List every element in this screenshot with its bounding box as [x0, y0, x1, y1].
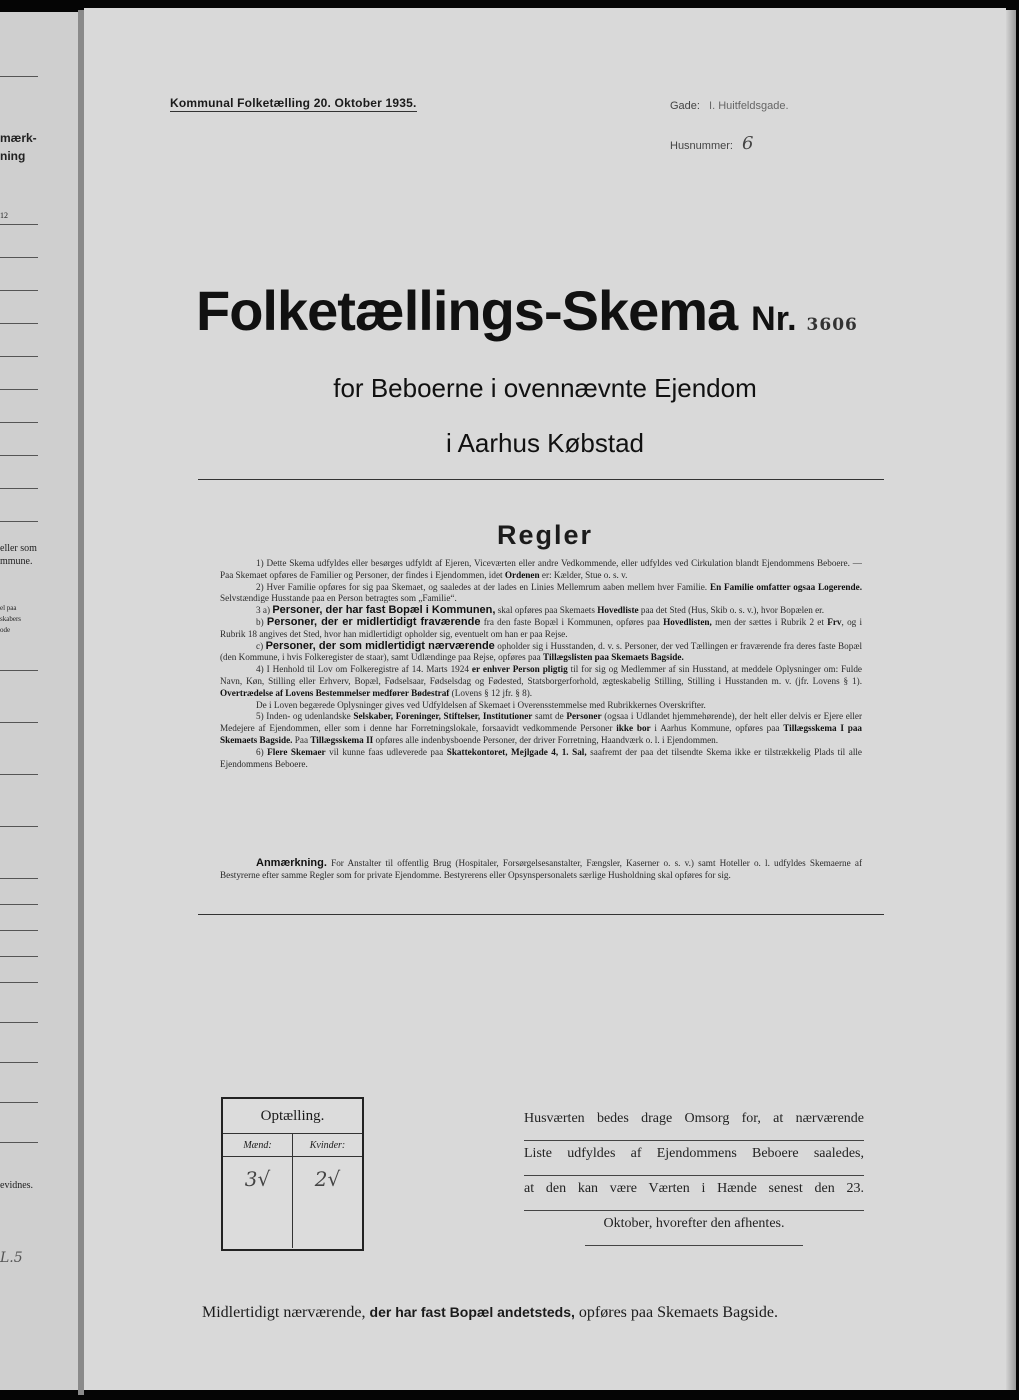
rule-4b: De i Loven begærede Oplysninger gives ved Udfyldelsen af Skemaet i Overensstemmelse med Rubrikkernes Overskrifter. [256, 699, 706, 710]
fragment-text: eller som [0, 543, 37, 554]
census-header [170, 96, 417, 110]
divider [0, 878, 38, 879]
divider [0, 982, 38, 983]
instruction-line: Husværten bedes drage Omsorg for, at nærværende [524, 1108, 864, 1141]
rule-2: 2) Hver Familie opføres for sig paa Skemaet, og saaledes at der lades en Linies Mellemrum aaben mellem hver Familie. En Familie omfatter ogsaa Logerende. Selvstændige Husstande paa en Person betragtes som „Familie“. [220, 581, 862, 604]
fragment-text: ning [0, 149, 26, 163]
form-subtitle-1: for Beboerne i ovennævnte Ejendom [333, 373, 757, 403]
divider [0, 76, 38, 77]
fragment-text: 12 [0, 211, 8, 220]
divider [0, 1062, 38, 1063]
divider [198, 479, 884, 480]
rule-1: 1) Dette Skema udfyldes eller besørges udfyldt af Ejeren, Viceværten eller andre Vedkommende, eller udfyldes ved Cirkulation blandt Ejendommens Beboere. — Paa Skemaet opføres de Familier og Personer, der findes i Ejendommen, idet Ordenen er: Kælder, Stue o. s. v. [220, 558, 862, 580]
fragment-text: mmune. [0, 556, 33, 567]
house-value: 6 [742, 133, 754, 154]
divider [0, 488, 38, 489]
rule-3a: 3 a) Personer, der har fast Bopæl i Kommunen, skal opføres paa Skemaets Hovedliste paa det Sted (Hus, Skib o. s. v.), hvor Bopælen er. [256, 604, 825, 617]
divider [0, 521, 38, 522]
rule-3b: b) Personer, der er midlertidigt fraværende fra den faste Bopæl i Kommunen, opføres paa Hovedlisten, men der sættes i Rubrik 2 et Frv, og i Rubrik 18 angives det Sted, hvor han midlertidigt opholder sig, eventuelt om han er paa Rejse. [220, 615, 863, 639]
women-count: 2√ [314, 1167, 341, 1191]
remark-text: For Anstalter til offentlig Brug (Hospitaler, Forsørgelsesanstalter, Fængsler, Kaserner o. s. v.) samt Hoteller o. l. udfyldes Skemaerne af Bestyrerne efter samme Regler som for private Ejendomme. Bestyrerens eller Opsynspersonalets særlige Husholdning skal opføres for sig. [220, 858, 863, 880]
remark-heading: Anmærkning. [256, 857, 327, 869]
census-title: Kommunal Folketælling 20. Oktober 1935. [170, 96, 417, 110]
divider [0, 1022, 38, 1023]
fragment-text: ode [0, 626, 11, 634]
form-subtitle-2: i Aarhus Købstad [446, 428, 644, 458]
footer-text: opføres paa Skemaets Bagside. [578, 1304, 778, 1321]
form-number: 3606 [806, 315, 858, 335]
street-row [670, 100, 789, 133]
street-label: Gade: [670, 100, 700, 112]
left-page-fragment [0, 12, 80, 1390]
divider [0, 224, 38, 225]
men-label: Mænd: [223, 1134, 292, 1157]
remark-paragraph [220, 858, 862, 882]
landlord-instructions [524, 1108, 864, 1246]
divider [0, 455, 38, 456]
fragment-text: evidnes. [0, 1180, 34, 1191]
house-label: Husnummer: [670, 140, 733, 152]
divider [0, 670, 38, 671]
divider [0, 323, 38, 324]
divider [0, 774, 38, 775]
footer-note [202, 1304, 882, 1322]
rule-3c: c) Personer, der som midlertidigt nærværende opholder sig i Husstanden, d. v. s. Personer, der ved Tællingen er fraværende fra deres faste Bopæl (den Kommune, i hvis Folkeregister de staar), samt Udlændinge paa Rejse, opføres paa Tillægslisten paa Skemaets Bagside. [220, 639, 863, 663]
count-box [221, 1097, 364, 1251]
divider [0, 1142, 38, 1143]
divider [0, 930, 38, 931]
count-box-title: Optælling. [223, 1099, 362, 1134]
form-title [196, 278, 858, 343]
street-value: I. Huitfeldsgade. [709, 100, 789, 112]
fragment-text: mærk- [0, 131, 37, 145]
handwritten-mark: L.5 [0, 1250, 23, 1266]
divider [0, 722, 38, 723]
men-column [223, 1134, 292, 1248]
form-number-label: Nr. [751, 300, 797, 338]
form-title-main: Folketællings-Skema [196, 279, 738, 342]
rule-5: 5) Inden- og udenlandske Selskaber, Foreninger, Stiftelser, Institutioner samt de Personer (ogsaa i Udlandet hjemmehørende), der helt eller delvis er Ejere eller Medejere af Ejendommen, eller som i denne har Forretningslokale, forsaavidt vedkommende Personer ikke bor i Aarhus Kommune, opføres paa Tillægsskema I paa Skemaets Bagside. Paa Tillægsskema II opføres alle indenbysboende Personer, der driver Forretning, Haandværk o. l. i Ejendommen. [220, 711, 863, 745]
house-row [670, 133, 789, 166]
divider [0, 422, 38, 423]
divider [0, 356, 38, 357]
rules-heading: Regler [496, 520, 594, 550]
women-column [292, 1134, 362, 1248]
rule-4: 4) I Henhold til Lov om Folkeregistre af 14. Marts 1924 er enhver Person pligtig til for sig og Medlemmer af sin Husstand, at meddele Oplysninger om: Fulde Navn, Køn, Stilling eller Erhverv, Bopæl, Fødselsaar, Fødselsdag og Fødested, Statsborgerforhold, ægteskabelig Stilling, Stilling i Husstanden m. v. (jfr. Lovens § 1). Overtrædelse af Lovens Bestemmelser medfører Bødestraf (Lovens § 12 jfr. § 8). [220, 664, 863, 698]
footer-bold-text: der har fast Bopæl andetsteds, [369, 1304, 575, 1320]
rule-6: 6) Flere Skemaer vil kunne faas udleverede paa Skattekontoret, Mejlgade 4, 1. Sal, saafremt der paa det tilsendte Skema ikke er tilstrækkelig Plads til alle Ejendommens Beboere. [220, 746, 863, 769]
divider [0, 290, 38, 291]
instruction-line: Liste udfyldes af Ejendommens Beboere saaledes, [524, 1143, 864, 1176]
men-count: 3√ [244, 1167, 271, 1191]
divider [0, 826, 38, 827]
divider [198, 914, 884, 915]
address-block [670, 100, 789, 166]
footer-text: Midlertidigt nærværende, [202, 1304, 366, 1321]
instruction-line: at den kan være Værten i Hænde senest den 23. [524, 1178, 864, 1211]
divider [0, 389, 38, 390]
divider [0, 904, 38, 905]
divider [0, 1102, 38, 1103]
census-form-page [84, 8, 1006, 1390]
divider [0, 257, 38, 258]
fragment-text: skabers [0, 615, 21, 623]
women-label: Kvinder: [293, 1134, 362, 1157]
instruction-line: Oktober, hvorefter den afhentes. [585, 1213, 803, 1246]
divider [0, 956, 38, 957]
rules-text [220, 558, 862, 770]
fragment-text: el paa [0, 604, 17, 612]
